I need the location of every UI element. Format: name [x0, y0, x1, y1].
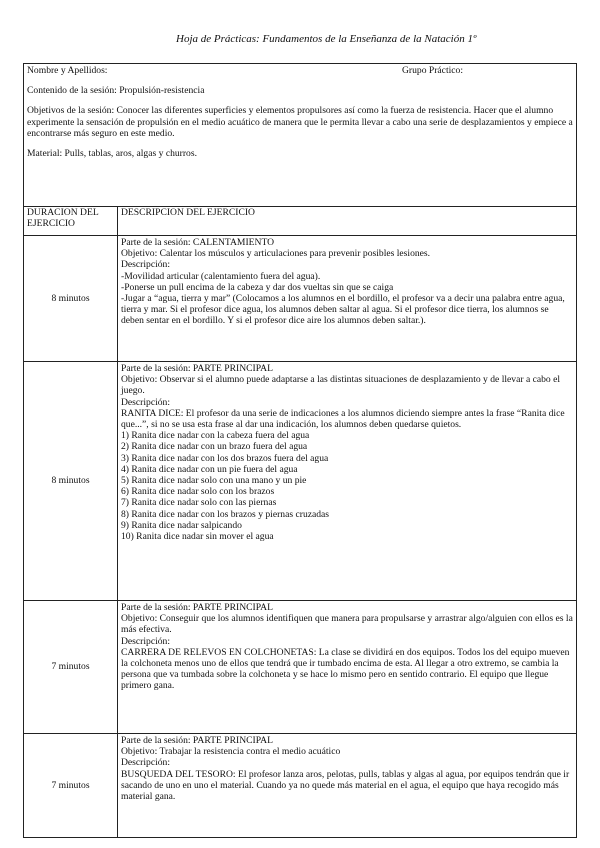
grupo-label: Grupo Práctico: [401, 65, 463, 76]
nombre-label: Nombre y Apellidos: [27, 65, 108, 76]
description-line: Parte de la sesión: PARTE PRINCIPAL [121, 735, 273, 746]
info-cell [24, 64, 577, 207]
practice-sheet-table [23, 63, 577, 838]
description-line: Objetivo: Conseguir que los alumnos identifiquen que manera para propulsarse y arrastrar algo/alguien con ellos es la más efectiva. [121, 613, 573, 636]
list-item: 9) Ranita dice nadar salpicando [121, 519, 242, 531]
description-line: Objetivo: Calentar los músculos y articulaciones para prevenir posibles lesiones. [121, 248, 431, 260]
descripcion-header: DESCRIPCION DEL EJERCICIO [118, 207, 577, 236]
duracion-header: DURACION DEL EJERCICIO [24, 207, 118, 236]
exercise-row [24, 601, 577, 734]
description-line: Objetivo: Observar si el alumno puede adaptarse a las distintas situaciones de desplazamiento y de llevar a cabo el juego. [121, 374, 561, 397]
material-text: Material: Pulls, tablas, aros, algas y churros. [27, 148, 197, 160]
description-cell [118, 734, 577, 838]
description-line: RANITA DICE: El profesor da una serie de indicaciones a los alumnos diciendo siempre antes la frase “Ranita dice que...”, si no se usa esta frase al dar una indicación, los alumnos deben quedarse quietos. [121, 407, 565, 431]
list-item: 5) Ranita dice nadar solo con una mano y un pie [121, 475, 307, 487]
exercise-row [24, 734, 577, 838]
description-line: -Movilidad articular (calentamiento fuera del agua). [121, 270, 321, 282]
exercise-row [24, 362, 577, 601]
description-line: Descripción: [121, 259, 171, 271]
list-item: 6) Ranita dice nadar solo con los brazos [121, 486, 275, 498]
description-cell [118, 236, 577, 362]
duration-cell: 7 minutos [24, 601, 118, 734]
list-item: 8) Ranita dice nadar con los brazos y piernas cruzadas [121, 508, 330, 520]
duration-cell: 8 minutos [24, 362, 118, 601]
objetivos-text: Objetivos de la sesión: Conocer las diferentes superficies y elementos propulsores así como la fuerza de resistencia. Hacer que el alumno experimente la sensación de propulsión en el medio acuático de manera que le permita llevar a cabo una serie de desplazamientos y empiece a encontrarse más seguro en este medio. [27, 105, 573, 139]
exercise-row [24, 236, 577, 362]
duration-cell: 7 minutos [24, 734, 118, 838]
table-header-row [24, 207, 577, 236]
contenido-text: Contenido de la sesión: Propulsión-resistencia [27, 85, 205, 97]
list-item: 1) Ranita dice nadar con la cabeza fuera del agua [121, 430, 310, 442]
list-item: 7) Ranita dice nadar solo con las piernas [121, 497, 277, 509]
description-line: -Jugar a “agua, tierra y mar” (Colocamos a los alumnos en el bordillo, el profesor va a decir una palabra entre agua, tierra y mar. Si el profesor dice agua, los alumnos deben saltar al agua. Si el profesor dice tierra, los alumnos se deben sentar en el bordillo. Y si el profesor dice aire los alumnos deben saltar.). [121, 293, 565, 327]
duration-cell: 8 minutos [24, 236, 118, 362]
page-title: Hoja de Prácticas: Fundamentos de la Enseñanza de la Natación 1º [176, 33, 477, 45]
list-item: 3) Ranita dice nadar con los dos brazos fuera del agua [121, 452, 329, 464]
description-line: Descripción: [121, 757, 171, 769]
description-line: Parte de la sesión: PARTE PRINCIPAL [121, 602, 273, 613]
description-line: BUSQUEDA DEL TESORO: El profesor lanza aros, pelotas, pulls, tablas y algas al agua, por equipos tendrán que ir sacando de uno en uno el material. Cuando ya no quede más material en el agua, el equipo que haya recogido más material gana. [121, 768, 570, 803]
description-line: Objetivo: Trabajar la resistencia contra el medio acuático [121, 746, 341, 758]
description-line: -Ponerse un pull encima de la cabeza y dar dos vueltas sin que se caiga [121, 281, 394, 293]
description-line: CARRERA DE RELEVOS EN COLCHONETAS: La clase se dividirá en dos equipos. Todos los del equipo mueven la colchoneta menos uno de ellos que tendrá que ir tumbado encima de esta. Al llegar a otro extremo, se cambia la persona que va tumbada sobre la colchoneta y se hace lo mismo pero en sentido contrario. El equipo que llegue primero gana. [121, 646, 570, 692]
list-item: 10) Ranita dice nadar sin mover el agua [121, 531, 274, 543]
description-line: Descripción: [121, 635, 171, 647]
info-row [24, 64, 577, 207]
description-line: Parte de la sesión: PARTE PRINCIPAL [121, 363, 273, 374]
list-item: 4) Ranita dice nadar con un pie fuera del agua [121, 463, 298, 475]
description-line: Parte de la sesión: CALENTAMIENTO [121, 237, 275, 248]
list-item: 2) Ranita dice nadar con un brazo fuera del agua [121, 441, 308, 453]
description-cell [118, 362, 577, 601]
description-cell [118, 601, 577, 734]
description-line: Descripción: [121, 396, 171, 408]
